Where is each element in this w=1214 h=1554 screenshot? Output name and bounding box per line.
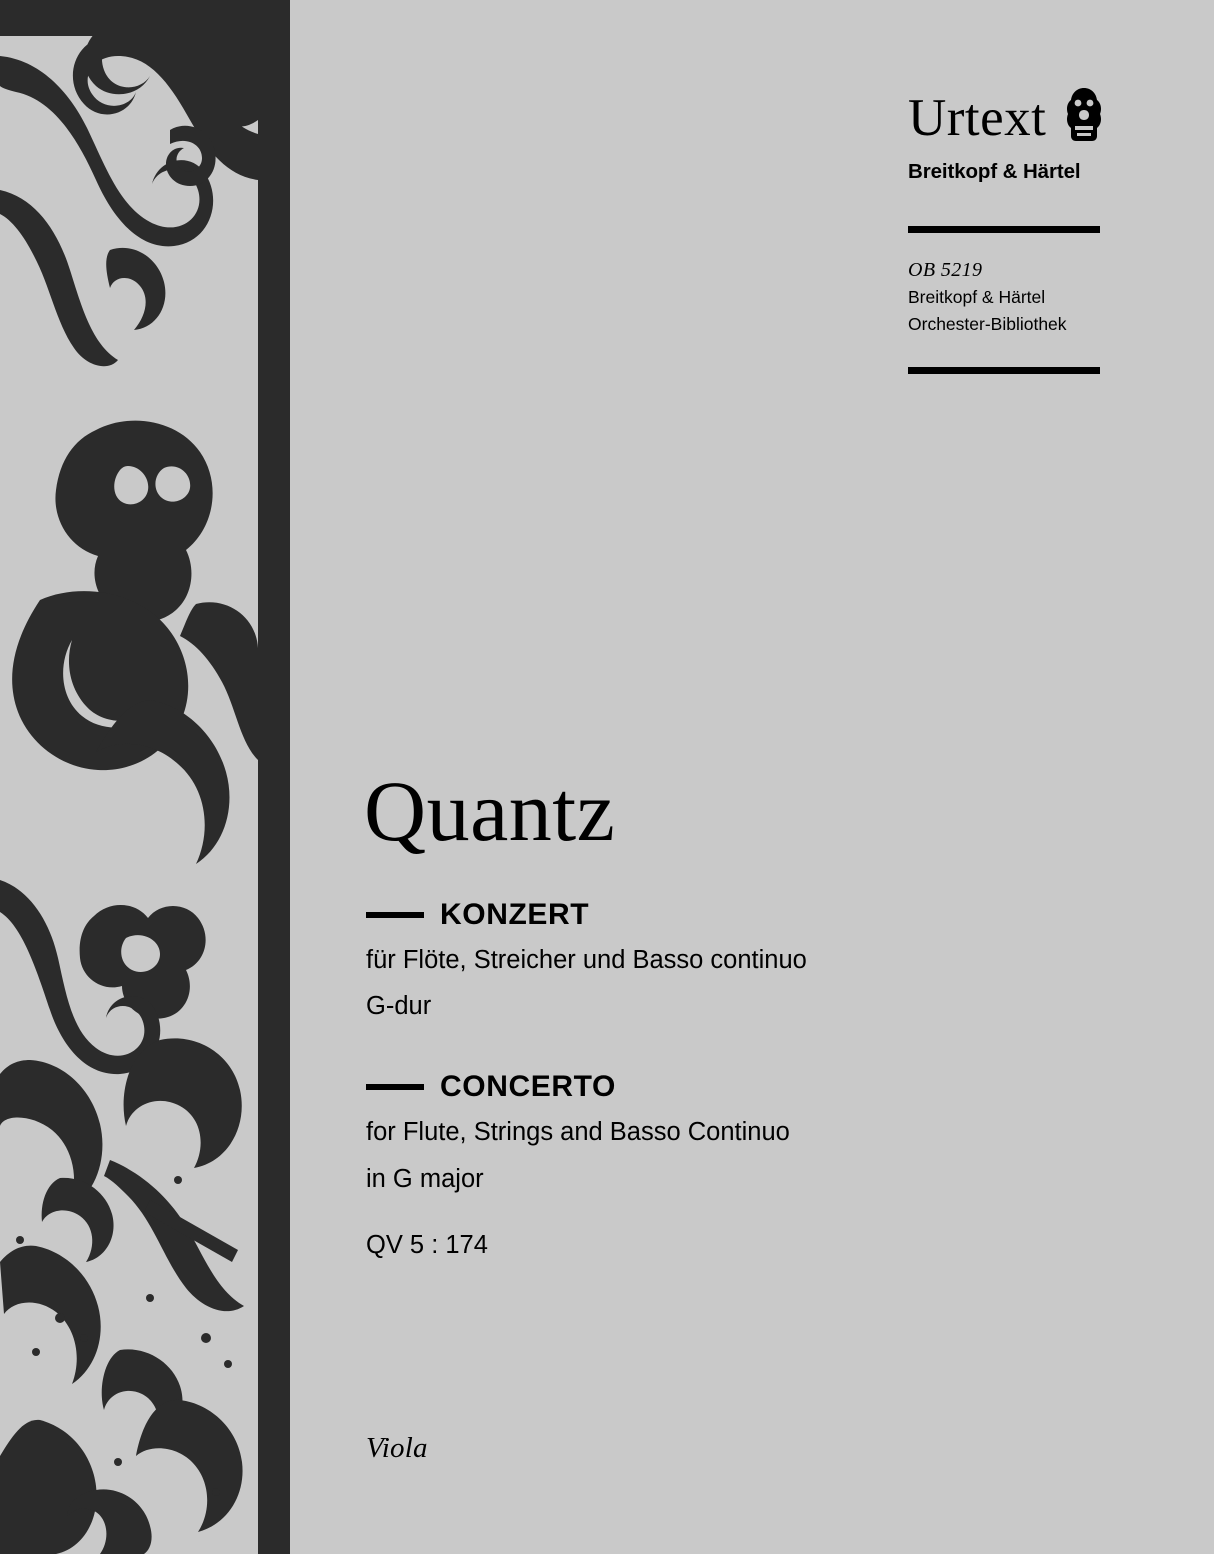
publisher-name: Breitkopf & Härtel <box>908 160 1081 183</box>
english-title-group <box>366 1070 1126 1196</box>
english-work-title: CONCERTO <box>440 1070 616 1104</box>
english-heading-row <box>366 1070 1126 1104</box>
english-key: in G major <box>366 1164 484 1193</box>
publisher-block <box>908 86 1104 374</box>
urtext-label: Urtext <box>908 89 1047 147</box>
imprint-line-2: Orchester-Bibliothek <box>908 314 1067 335</box>
german-work-title: KONZERT <box>440 898 590 931</box>
composer-name: Quantz <box>364 763 616 859</box>
dash-rule-icon <box>366 1084 424 1090</box>
imprint-line-1: Breitkopf & Härtel <box>908 287 1046 307</box>
urtext-row <box>908 86 1104 162</box>
catalog-number: QV 5 : 174 <box>366 1230 488 1259</box>
german-scoring: für Flöte, Streicher und Basso continuo <box>366 946 807 974</box>
dash-rule-icon <box>366 912 424 918</box>
divider-rule-bottom <box>908 367 1100 374</box>
divider-rule-top <box>908 226 1100 233</box>
english-scoring: for Flute, Strings and Basso Continuo <box>366 1118 790 1147</box>
german-heading-row <box>366 898 1126 932</box>
title-block <box>364 763 1126 1260</box>
german-key: G-dur <box>366 992 432 1021</box>
part-name: Viola <box>366 1432 428 1464</box>
baroque-ornament-illustration <box>0 0 290 1554</box>
plate-number: OB 5219 <box>908 259 983 281</box>
breitkopf-bear-logo-icon <box>1064 86 1104 142</box>
german-title-group <box>366 898 1126 1024</box>
